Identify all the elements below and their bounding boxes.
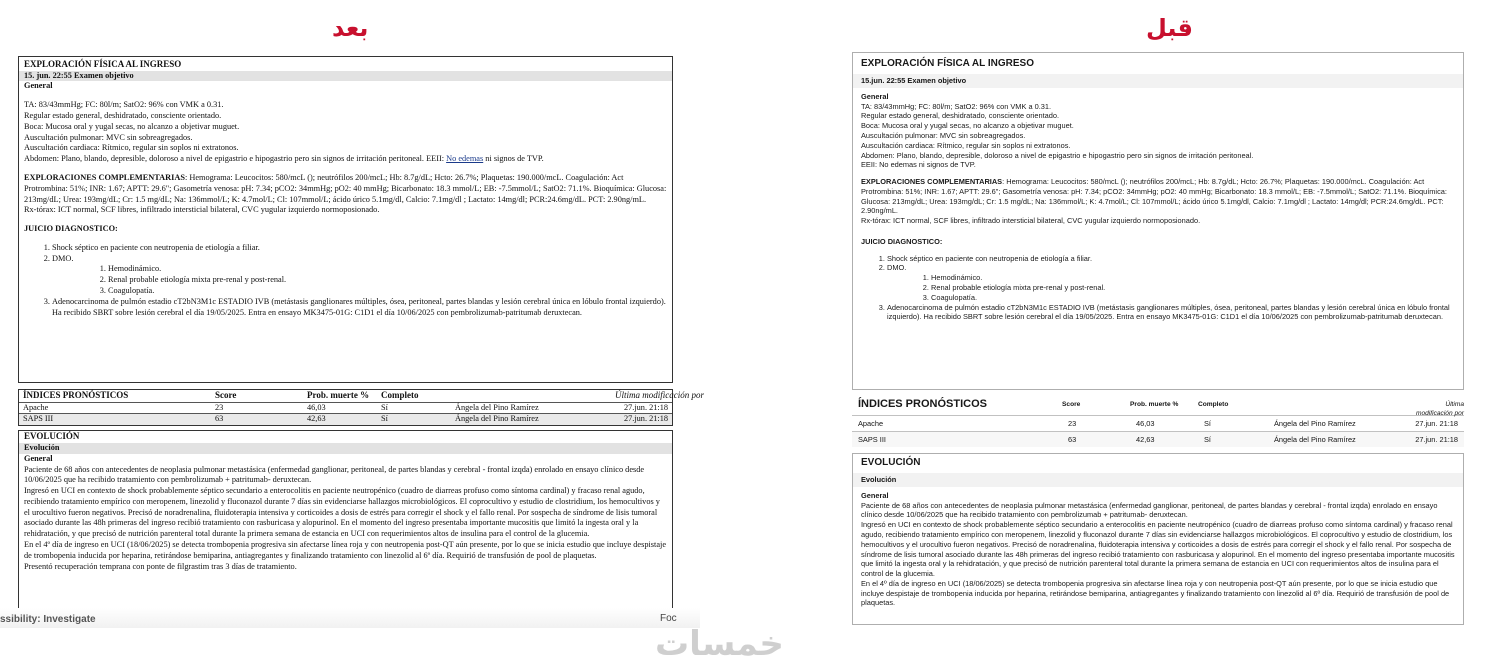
table-row: Apache 23 46,03 Sí Ángela del Pino Ramírez 27.jun. 21:18	[852, 415, 1464, 431]
prob-header: Prob. muerte %	[307, 390, 370, 400]
diagnosis-item: 2. DMO. 1. Hemodinámico. 2. Renal probable etiología mixta pre-renal y post-renal. 3. Coagulopatía.	[52, 254, 667, 297]
before-headline: قبل	[1146, 14, 1193, 42]
last-mod-header: Última modificación por	[615, 390, 704, 400]
diagnosis-subitem: 1. Hemodinámico.	[931, 273, 1455, 283]
evolution-section-label: General	[861, 490, 889, 500]
complete-header: Completo	[381, 390, 419, 400]
evolution-band: Evolución	[19, 443, 672, 454]
diagnosis-subitem: 2. Renal probable etiología mixta pre-renal y post-renal.	[108, 275, 667, 286]
eeii-line: EEII: No edemas ni signos de TVP.	[861, 160, 976, 170]
evolution-paragraph: En el 4º día de ingreso en UCI (18/06/2025) se detecta trombopenia progresiva sin afectarse línea roja y con neutropenia post-QT aún presente, por lo que se inicia estudio que incluye despistaje de trombopenia inducida por heparina, retirándose bemiparina, antiagregantes y finalizando tratamiento con linezolid al 6º día. Requirió de transfusión de pool de plaquetas.	[861, 578, 1450, 608]
evolution-paragraph: Presentó recuperación temprana con ponte de filgrastim tras 3 días de tratamiento.	[24, 561, 297, 571]
exam-section	[18, 56, 673, 383]
diagnosis-subitem: 2. Renal probable etiología mixta pre-renal y post-renal.	[931, 283, 1455, 293]
accessibility-status[interactable]: ssibility: Investigate	[0, 614, 96, 625]
exam-line: Auscultación cardiaca: Rítmico, regular sin soplos ni extratonos.	[24, 143, 239, 153]
exam-title: EXPLORACIÓN FÍSICA AL INGRESO	[24, 59, 182, 69]
evolution-paragraph: En el 4º día de ingreso en UCI (18/06/2025) se detecta trombopenia progresiva sin afectarse línea roja y con neutropenia post-QT aún presente, por lo que se inicia estudio que incluye despistaje de trombopenia inducida por heparina, retirándose bemiparina, antiagregantes y finalizando tratamiento con linezolid al 6º día. Requirió de transfusión de pool de plaquetas.	[24, 539, 666, 560]
indices-header-row	[19, 390, 704, 402]
table-row: Apache 23 46,03 Sí Ángela del Pino Ramírez 27.jun. 21:18	[19, 402, 672, 414]
evolution-title: EVOLUCIÓN	[861, 457, 921, 468]
exam-line: Regular estado general, deshidratado, consciente orientado.	[24, 111, 222, 121]
exam-title: EXPLORACIÓN FÍSICA AL INGRESO	[861, 58, 1034, 69]
diagnosis-item: 1. Shock séptico en paciente con neutropenia de etiología a filiar.	[887, 254, 1455, 264]
focus-mode-button[interactable]: Foc	[660, 613, 677, 624]
diagnosis-subitem: 3. Coagulopatía.	[108, 286, 667, 297]
evolution-section	[18, 430, 673, 609]
exam-line: Auscultación cardiaca: Rítmico, regular sin soplos ni extratonos.	[861, 140, 1071, 150]
indices-header-row: Score Prob. muerte % Completo Última modificación por	[1062, 401, 1464, 417]
rx-line: Rx-tórax: ICT normal, SCF libres, infiltrado intersticial bilateral, CVC yugular izquierdo normoposionado.	[861, 216, 1201, 226]
scan-page-1	[852, 52, 1464, 390]
exam-line: Auscultación pulmonar: MVC sin sobreagregados.	[24, 132, 193, 142]
exam-line: TA: 83/43mmHg; FC: 80l/m; SatO2: 96% con VMK a 0.31.	[861, 101, 1052, 111]
diagnosis-item: 2. DMO. 1. Hemodinámico. 2. Renal probable etiología mixta pre-renal y post-renal. 3. Coagulopatía.	[887, 263, 1455, 302]
exam-line: Boca: Mucosa oral y yugal secas, no alcanzo a objetivar muguet.	[24, 121, 240, 131]
rx-line: Rx-tórax: ICT normal, SCF libres, infiltrado intersticial bilateral, CVC yugular izquierdo normoposionado.	[24, 205, 380, 215]
khamsat-watermark: خمسات	[655, 624, 784, 664]
evolution-paragraph: Paciente de 68 años con antecedentes de neoplasia pulmonar metastásica (enfermedad ganglionar, peritoneal, de partes blandas y cerebral - frontal izqda) enrolado en ensayo clínico desde 10/06/2025 que ha recibido tratamiento con pembrolizumab + patritumab- deruxtecan.	[24, 464, 645, 485]
evolution-band: Evolución	[853, 473, 1463, 487]
complementary-paragraph: EXPLORACIONES COMPLEMENTARIAS: Hemograma: Leucocitos: 580/mcL (); neutrófilos 200/mcL; Hb: 8.7g/dL; Hcto: 26.7%; Plaquetas: 190.000/mcL. Coagulación: Act Protrombina: 51%; INR: 1.67; APTT: 29.6"; Gasometría venosa: pH: 7.34; pCO2: 34mmHg; pO2: 40 mmHg; Bicarbonato: 18.3 mmol/L; EB: -7.5mmol/L; SatO2: 71.1%. Bioquímica: Glucosa: 213mg/dL; Urea: 193mg/dL; Cr: 1.5 mg/dL; Na: 136mmol/L; K: 4.7mol/L; Cl: 107mmol/L; ácido úrico 5.1mg/dl, Calcio: 7.1mg/dl ; Lactato: 14mg/dl; PCR:24.6mg/dL. PCT: 2.90ng/mL.	[861, 177, 1447, 216]
evolution-paragraph: Ingresó en UCI en contexto de shock probablemente séptico secundario a enterocolitis en paciente neutropénico (cuadro de diarreas profuso como síntoma cardinal) y fracaso renal agudo, recibiendo tratamiento empírico con meropenem, linezolid y fluconazol durante 7 días sin evidenciarse hallazgos microbiológicos. El coprocultivo y estudio de clostridium, los hemocultivos y el urocultivo fueron negativos. Precisó de noradrenalina, fluidoterapia intensiva y corticoides a dosis de estrés para corregir el shock y el fallo renal. Por sospecha de síndrome de lisis tumoral asociado durante las 48h primeras del ingreso recibió tratamiento con rasburicasa y alopurinol. En el momento del ingreso presentaba importante mucositis que limitó la ingesta oral y la rehidratación, y que precisó de nutrición parenteral total durante la primera semana de estancia en UCI con requerimientos altos de insulina para el control de la glucemia.	[24, 486, 660, 539]
exam-line: TA: 83/43mmHg; FC: 80l/m; SatO2: 96% con VMK a 0.31.	[24, 100, 224, 110]
exam-section-label: General	[861, 91, 889, 101]
exam-line: Boca: Mucosa oral y yugal secas, no alcanzo a objetivar muguet.	[861, 121, 1074, 131]
indices-table	[18, 389, 704, 426]
before-document	[852, 52, 1466, 624]
diagnosis-subitem: 1. Hemodinámico.	[108, 264, 667, 275]
after-headline: بعد	[332, 14, 369, 42]
exam-band: 15.jun. 22:55 Examen objetivo	[853, 74, 1463, 88]
evolution-paragraph: Paciente de 68 años con antecedentes de neoplasia pulmonar metastásica (enfermedad ganglionar, peritoneal, de partes blandas y cerebral - frontal izqda) enrolado en ensayo clínico desde 10/06/2025 que ha recibido tratamiento con pembrolizumab + patritumab- deruxtecan.	[861, 500, 1438, 520]
after-document	[18, 56, 704, 609]
abdomen-line: Abdomen: Plano, blando, depresible, doloroso a nivel de epigastrio e hipogastrio pero sin signos de irritación peritoneal. EEII: No edemas ni signos de TVP.	[24, 154, 544, 164]
indices-title: ÍNDICES PRONÓSTICOS	[23, 390, 129, 400]
complementary-paragraph: EXPLORACIONES COMPLEMENTARIAS: Hemograma: Leucocitos: 580/mcL (); neutrófilos 200/mcL; Hb: 8.7g/dL; Hcto: 26.7%; Plaquetas: 190.000/mcL. Coagulación: Act Protrombina: 51%; INR: 1.67; APTT: 29.6"; Gasometría venosa: pH: 7.34; pCO2: 34mmHg; pO2: 40 mmHg; Bicarbonato: 18.3 mmol/L; EB: -7.5mmol/L; SatO2: 71.1%. Bioquímica: Glucosa: 213mg/dL; Urea: 193mg/dL; Cr: 1.5 mg/dL; Na: 136mmol/L; K: 4.7mol/L; Cl: 107mmol/L; ácido úrico 5.1mg/dl, Calcio: 7.1mg/dl ; Lactato: 14mg/dl; PCR:24.6mg/dL. PCT: 2.90ng/mL.	[24, 172, 667, 204]
exam-line: Auscultación pulmonar: MVC sin sobreagregados.	[861, 131, 1026, 141]
diagnosis-title: JUICIO DIAGNOSTICO:	[24, 224, 118, 234]
diagnosis-item: 3. Adenocarcinoma de pulmón estadio cT2bN3M1c ESTADIO IVB (metástasis ganglionares múltiples, ósea, peritoneal, partes blandas y lesión cerebral única en lóbulo frontal izquierdo). Ha recibido SBRT sobre lesión cerebral el día 19/05/2025. Entra en ensayo MK3475-01G: C1D1 el día 10/06/2025 con pembrolizumab-patritumab deruxtecan.	[887, 303, 1455, 323]
diagnosis-title: JUICIO DIAGNOSTICO:	[861, 236, 943, 246]
diagnosis-item: 3. Adenocarcinoma de pulmón estadio cT2bN3M1c ESTADIO IVB (metástasis ganglionares múltiples, ósea, peritoneal, partes blandas y lesión cerebral única en lóbulo frontal izquierdo). Ha recibido SBRT sobre lesión cerebral el día 19/05/2025. Entra en ensayo MK3475-01G: C1D1 el día 10/06/2025 con pembrolizumab-patritumab deruxtecan.	[52, 297, 667, 319]
score-header: Score	[215, 390, 237, 400]
accessibility-status-bar	[0, 608, 700, 628]
diagnosis-subitem: 3. Coagulopatía.	[931, 293, 1455, 303]
evolution-section-label: General	[24, 453, 53, 463]
exam-band: 15. jun. 22:55 Examen objetivo	[19, 71, 672, 82]
no-edemas-link[interactable]: No edemas	[446, 154, 484, 164]
indices-title: ÍNDICES PRONÓSTICOS	[858, 398, 987, 410]
evolution-title: EVOLUCIÓN	[24, 431, 80, 442]
evolution-paragraph: Ingresó en UCI en contexto de shock probablemente séptico secundario a enterocolitis en paciente neutropénico (cuadro de diarreas profuso como síntoma cardinal) y fracaso renal agudo, recibiendo tratamiento empírico con meropenem, linezolid y fluconazol durante 7 días sin evidenciarse hallazgos microbiológicos. El coprocultivo y estudio de clostridium, los hemocultivos y el urocultivo fueron negativos. Precisó de noradrenalina, fluidoterapia intensiva y corticoides a dosis de estrés para corregir el shock y el fallo renal. Por sospecha de síndrome de lisis tumoral asociado durante las 48h primeras del ingreso recibió tratamiento con rasburicasa y alopurinol. En el momento del ingreso presentaba importante mucositis que limitó la ingesta oral y la rehidratación, y que precisó de nutrición parenteral total durante la primera semana de estancia en UCI con requerimientos altos de insulina para el control de la glucemia.	[861, 520, 1455, 579]
abdomen-line: Abdomen: Plano, blando, depresible, doloroso a nivel de epigastrio e hipogastrio pero sin signos de irritación peritoneal.	[861, 150, 1254, 160]
exam-section-label: General	[24, 81, 53, 91]
indices-table	[852, 397, 1464, 447]
diagnosis-item: 1. Shock séptico en paciente con neutropenia de etiología a filiar.	[52, 243, 667, 254]
table-row: SAPS III 63 42,63 Sí Ángela del Pino Ramírez 27.jun. 21:18	[852, 431, 1464, 447]
exam-line: Regular estado general, deshidratado, consciente orientado.	[861, 111, 1060, 121]
scan-page-2	[852, 453, 1464, 625]
table-row: SAPS III 63 42,63 Sí Ángela del Pino Ramírez 27.jun. 21:18	[19, 413, 672, 425]
